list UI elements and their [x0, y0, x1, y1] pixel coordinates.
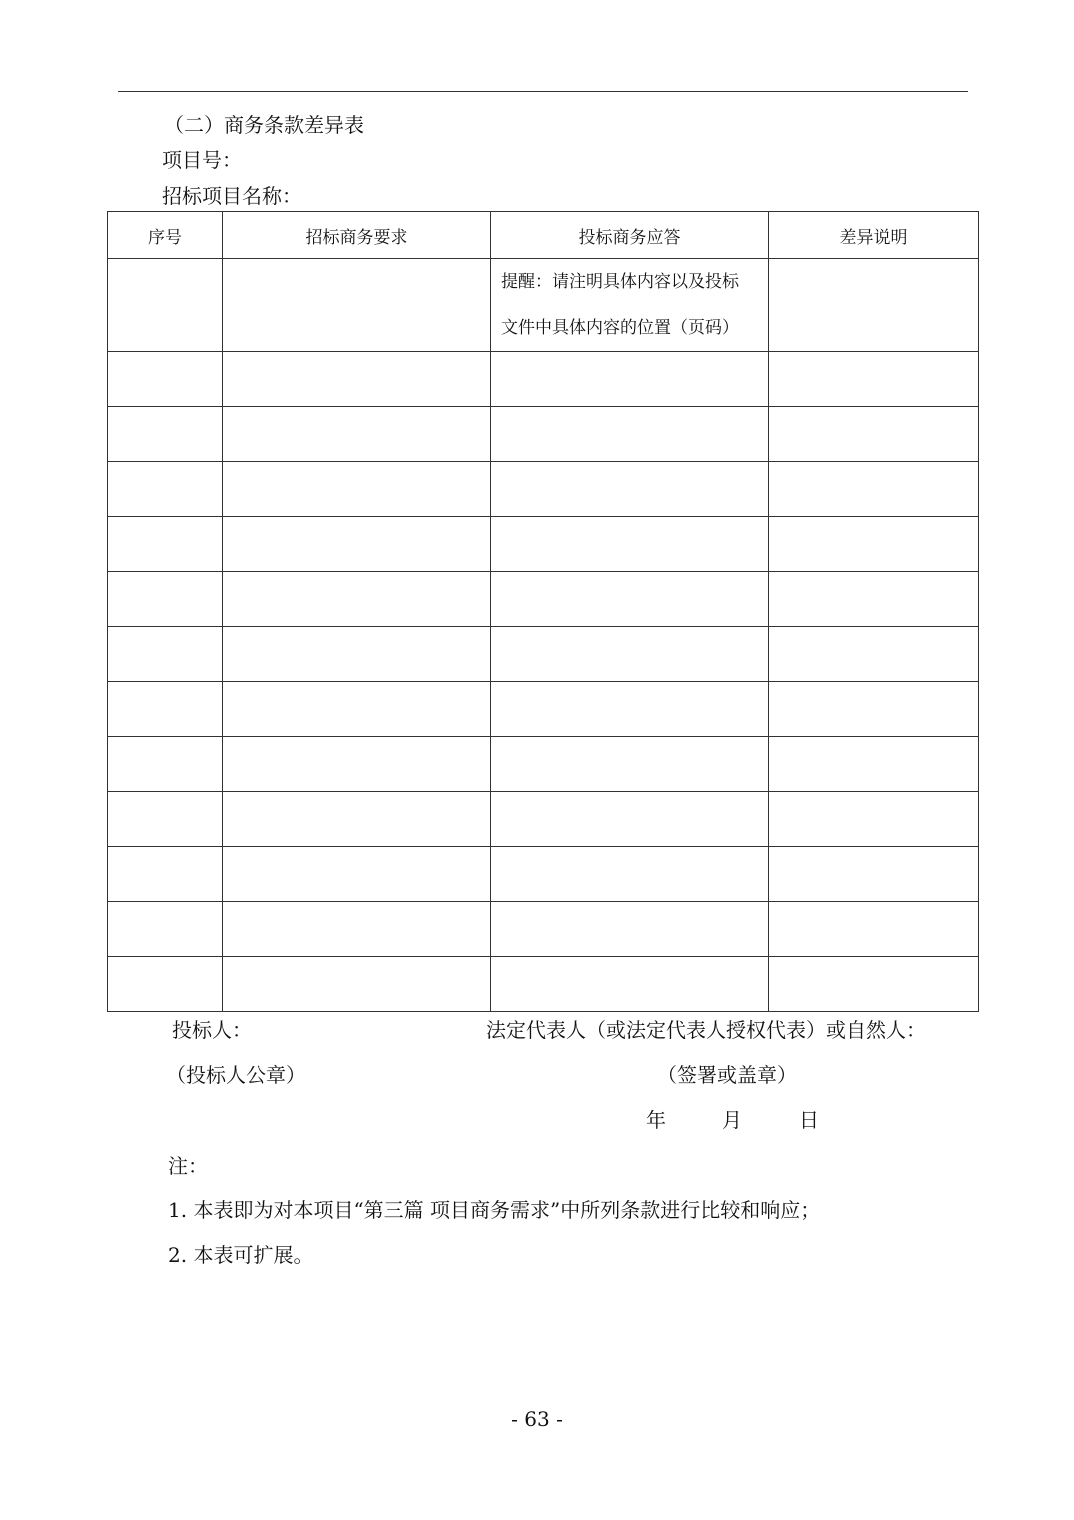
table-cell[interactable]	[769, 572, 979, 627]
table-cell[interactable]	[223, 847, 491, 902]
table-cell[interactable]	[491, 682, 769, 737]
table-cell[interactable]	[223, 902, 491, 957]
table-cell[interactable]	[108, 627, 223, 682]
table-cell[interactable]	[491, 352, 769, 407]
hint-cell[interactable]	[491, 259, 769, 352]
table-row	[108, 737, 979, 792]
column-header-difference-note: 差异说明	[769, 212, 979, 259]
column-header-bid-response: 投标商务应答	[491, 212, 769, 259]
hint-text-line-2: 文件中具体内容的位置（页码）	[501, 318, 739, 338]
table-cell[interactable]	[769, 682, 979, 737]
table-cell[interactable]	[769, 627, 979, 682]
table-cell[interactable]	[769, 259, 979, 352]
legal-representative-label: 法定代表人（或法定代表人授权代表）或自然人：	[486, 1018, 926, 1042]
table-cell[interactable]	[223, 462, 491, 517]
table-cell[interactable]	[223, 792, 491, 847]
table-row	[108, 462, 979, 517]
table-row	[108, 572, 979, 627]
project-name-label: 招标项目名称：	[162, 184, 302, 208]
table-cell[interactable]	[108, 572, 223, 627]
table-cell[interactable]	[108, 737, 223, 792]
table-cell[interactable]	[769, 957, 979, 1012]
page-number: - 63 -	[511, 1407, 563, 1431]
sign-or-seal-label: （签署或盖章）	[657, 1063, 797, 1087]
table-cell[interactable]	[108, 407, 223, 462]
table-row	[108, 792, 979, 847]
table-cell[interactable]	[108, 792, 223, 847]
table-cell[interactable]	[108, 352, 223, 407]
column-header-serial: 序号	[108, 212, 223, 259]
table-cell[interactable]	[491, 572, 769, 627]
table-cell[interactable]	[769, 352, 979, 407]
table-cell[interactable]	[108, 462, 223, 517]
table-row	[108, 902, 979, 957]
bidder-seal-label: （投标人公章）	[166, 1063, 306, 1087]
table-cell[interactable]	[491, 517, 769, 572]
table-cell[interactable]	[491, 792, 769, 847]
project-number-label: 项目号：	[162, 148, 242, 172]
table-cell[interactable]	[108, 902, 223, 957]
table-row	[108, 407, 979, 462]
note-item-2: 2. 本表可扩展。	[168, 1243, 314, 1267]
table-row	[108, 259, 979, 352]
table-cell[interactable]	[108, 957, 223, 1012]
table-cell[interactable]	[491, 462, 769, 517]
table-cell[interactable]	[223, 682, 491, 737]
table-row	[108, 627, 979, 682]
table-row	[108, 517, 979, 572]
header-rule	[118, 91, 968, 92]
table-row	[108, 352, 979, 407]
table-cell[interactable]	[491, 407, 769, 462]
table-cell[interactable]	[491, 627, 769, 682]
table-cell[interactable]	[491, 847, 769, 902]
table-row	[108, 682, 979, 737]
table-cell[interactable]	[223, 957, 491, 1012]
table-cell[interactable]	[769, 737, 979, 792]
table-cell[interactable]	[223, 737, 491, 792]
note-item-1: 1. 本表即为对本项目“第三篇 项目商务需求”中所列条款进行比较和响应；	[168, 1198, 821, 1222]
table-row	[108, 957, 979, 1012]
table-cell[interactable]	[223, 517, 491, 572]
table-cell[interactable]	[769, 407, 979, 462]
table-cell[interactable]	[769, 902, 979, 957]
table-cell[interactable]	[491, 957, 769, 1012]
section-title: （二）商务条款差异表	[164, 113, 364, 137]
table-header-row	[108, 212, 979, 259]
table-cell[interactable]	[491, 902, 769, 957]
table-cell[interactable]	[108, 517, 223, 572]
date-day-label: 日	[799, 1108, 819, 1132]
table-cell[interactable]	[223, 259, 491, 352]
table-cell[interactable]	[108, 682, 223, 737]
table-cell[interactable]	[108, 847, 223, 902]
table-cell[interactable]	[769, 847, 979, 902]
table-cell[interactable]	[223, 627, 491, 682]
table-cell[interactable]	[223, 407, 491, 462]
hint-text-line-1: 提醒：请注明具体内容以及投标	[501, 272, 739, 292]
table-cell[interactable]	[108, 259, 223, 352]
bidder-label: 投标人：	[172, 1018, 252, 1042]
table-cell[interactable]	[223, 352, 491, 407]
date-year-label: 年	[646, 1108, 666, 1132]
notes-title: 注：	[168, 1154, 208, 1178]
business-terms-difference-table	[107, 211, 979, 1012]
table-cell[interactable]	[769, 517, 979, 572]
table-cell[interactable]	[223, 572, 491, 627]
column-header-tender-requirement: 招标商务要求	[223, 212, 491, 259]
table-cell[interactable]	[769, 462, 979, 517]
table-row	[108, 847, 979, 902]
table-cell[interactable]	[769, 792, 979, 847]
table-cell[interactable]	[491, 737, 769, 792]
date-month-label: 月	[722, 1108, 742, 1132]
